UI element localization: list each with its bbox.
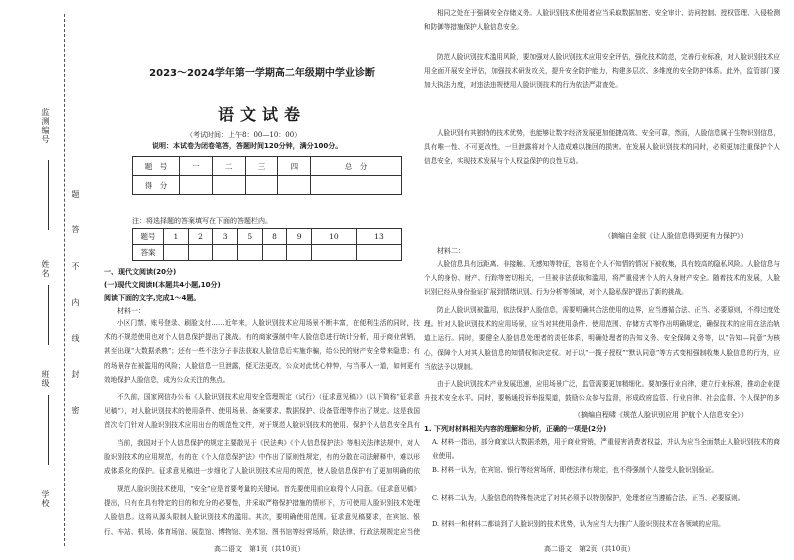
question-number: 5 bbox=[237, 229, 262, 245]
option-b[interactable]: B. 材料一认为，在宾馆、银行等经营场所，即使法律有规定，也不得强制个人接受人脸识别验证。 bbox=[432, 466, 718, 474]
score-header: 二 bbox=[212, 157, 245, 176]
seal-char: 题 bbox=[71, 190, 80, 199]
passage-paragraph: 相同之处在于强调安全存储义务。人脸识别技术使用者应当采取数据加密、安全审计、访问控制、授权管理、入侵检测和防御等措施保护人脸信息安全。 bbox=[424, 9, 780, 32]
score-header: 四 bbox=[278, 157, 311, 176]
binding-strip bbox=[0, 0, 104, 560]
subsection-heading: (一)现代文阅读Ⅰ(本题共4小题,10分) bbox=[104, 281, 221, 289]
score-cell bbox=[278, 176, 311, 195]
passage-paragraph: 小区门禁、账号登录、刷脸支付……近年来，人脸识别技术应用场景不断丰富，在便利生活的同时，技术的不规范使用也对个人信息保护提出了挑战。有的商家强制中年人脸信息进行统计分析，用于商业营销，甚至出现“大数据杀熟”；还有一些不法分子非法获取人脸信息后实施诈骗，给公民的财产安全带来隐患；有的场景存在被滥用的风险；人脸信息一旦泄露，便无法更改，公众对此忧心忡忡，与当事人一道，如何更有效地保护人脸信息，成为公众关注的焦点。 bbox=[104, 319, 420, 384]
passage-paragraph: 规范人脸识别技术使用，“安全”应是首要考量的关键词。首先要使用前应取得个人同意。《征求意见稿》提出，只有在具有特定的目的和充分的必要性，并采取严格保护措施的情形下，方可使用人脸识别技术处理人脸信息。这将从源头限制人脸识别技术的滥用。其次，要明确使用范围。征求意见稿要求，在宾馆、银行、车站、机场、体育场馆、展览馆、博物馆、美术馆、图书馆等经营场所，除法律、行政法规规定应当使 bbox=[104, 485, 420, 536]
question-number: 9 bbox=[287, 229, 312, 245]
score-header: 总 分 bbox=[311, 157, 402, 176]
score-header: 三 bbox=[245, 157, 278, 176]
answer-cell[interactable] bbox=[356, 245, 401, 261]
section-heading: 一、现代文阅读(20分) bbox=[104, 268, 177, 276]
score-header: 题 号 bbox=[133, 157, 180, 176]
left-column bbox=[104, 10, 420, 558]
class-underline bbox=[48, 395, 49, 465]
question-stem: 1. 下列对材料相关内容的理解和分析，正确的一项是(2分) bbox=[424, 425, 607, 433]
name-label: 姓名 bbox=[41, 260, 50, 278]
passage-paragraph: 不久前，国家网信办公布《人脸识别技术应用安全管理规定（试行）（征求意见稿）》（以下简称“征求意见稿”），对人脸识别技术的使用条件、使用场景、备案要求、数据保护、设备管理等作出了规定。这是我国首次专门针对人脸识别技术应用出台的规范性文件，对于规范人脸识别技术的使用、保护个人信息安全具有 bbox=[104, 393, 420, 430]
answer-instruction: 注：将选择题的答案填写在下面的答题栏内。 bbox=[132, 217, 272, 225]
answer-table bbox=[132, 228, 402, 261]
page-footer-left: 高二语文 第1页（共10页） bbox=[214, 545, 305, 553]
question-number: 3 bbox=[213, 229, 238, 245]
option-c[interactable]: C. 材料二认为，人脸信息的特殊性决定了对其必须予以特别保护，处理者应当遵循合法、正当、必要原则。 bbox=[432, 494, 745, 502]
answer-cell[interactable] bbox=[237, 245, 262, 261]
passage-paragraph: 人脸识别有其独特的技术优势，也能够让数字经济发展更加便捷高效、安全可靠，然而，人脸信息属于生物识别信息，具有唯一性、不可更改性，一旦泄露将对个人造成难以挽回的损害。在发展人脸识别技术的同时，必须更加注重保护个人信息安全，实现技术发展与个人权益保护的良性互动。 bbox=[424, 129, 780, 166]
citation: （摘编自程啸《规范人脸识别应用 护航个人信息安全》） bbox=[574, 411, 748, 419]
seal-char: 不 bbox=[71, 262, 80, 271]
seal-char: 封 bbox=[71, 370, 80, 379]
score-table bbox=[132, 156, 402, 195]
score-cell bbox=[180, 176, 213, 195]
seal-dashed-line bbox=[64, 14, 65, 546]
citation: （摘编自金叙《让人脸信息得到更有力保护》） bbox=[604, 232, 748, 240]
seal-char: 线 bbox=[71, 334, 80, 343]
answer-row-label: 答案 bbox=[133, 245, 164, 261]
class-label: 班级 bbox=[41, 370, 50, 388]
question-number: 1 bbox=[164, 229, 189, 245]
answer-row-label: 题号 bbox=[133, 229, 164, 245]
option-a[interactable]: A. 材料一指出，部分商家以大数据杀熟，用于商业营销，严重侵害消费者权益，并认为应当全面禁止人脸识别技术的商业使用。 bbox=[432, 438, 780, 461]
page-footer-right: 高二语文 第2页（共10页） bbox=[544, 545, 635, 553]
school-label: 学校 bbox=[41, 490, 50, 508]
option-d[interactable]: D. 材料一和材料二都谈到了人脸识别的技术优势，认为应当大力推广人脸识别技术在各领域的应用。 bbox=[432, 520, 725, 528]
question-number: 13 bbox=[356, 229, 401, 245]
question-number: 8 bbox=[262, 229, 287, 245]
passage-paragraph: 当前，我国对于个人信息保护的规定主要散见于《民法典》《个人信息保护法》等相关法律法规中，对人脸识别技术的应用规范，有的在《个人信息保护法》中作出了原则性规定，有的分散在司法解释中，难以形成体系化的保护。征求意见稿进一步细化了人脸识别技术应用的规范，使人脸信息保护有了更加明确的依 bbox=[104, 439, 420, 476]
score-cell bbox=[311, 176, 402, 195]
answer-cell[interactable] bbox=[164, 245, 189, 261]
material-label: 材料二： bbox=[437, 247, 465, 255]
seal-char: 内 bbox=[71, 298, 80, 307]
passage-paragraph: 防范人脸识别技术滥用风险，要加强对人脸识别技术应用安全评估，强化技术防范，完善行业标准，对人脸识别技术应用全面开展安全评估，加强技术研发攻关，提升安全防护能力，构建多层次、多维度的安全防护体系。此外，监管部门要加大执法力度，对违法违规使用人脸识别技术的行为依法严肃查处。 bbox=[424, 53, 780, 90]
answer-cell[interactable] bbox=[287, 245, 312, 261]
passage-paragraph: 防止人脸识别被滥用，依法保护人脸信息，需要明确其合法使用的边界，应当遵循合法、正当、必要原则，不得过度处理。针对人脸识别技术的应用场景，应当对其使用条件、使用范围、存储方式等作出明确规定，确保技术的应用在法治轨道上运行。同时，要健全人脸信息处理者的责任体系，明确处理者的告知义务、安全保障义务等，以“告知—同意”为核心，保障个人对其人脸信息的知情权和决定权。对于以“一揽子授权”“默认同意”等方式变相强制收集人脸信息的行为，应当依法予以规制。 bbox=[424, 306, 780, 371]
right-column bbox=[424, 6, 780, 554]
score-row-label: 得 分 bbox=[133, 176, 180, 195]
name-underline bbox=[48, 285, 49, 345]
seal-char: 密 bbox=[71, 406, 80, 415]
exam-time: （考试时间：上午8：00—10：00） bbox=[186, 131, 302, 139]
question-number: 10 bbox=[311, 229, 356, 245]
answer-cell[interactable] bbox=[188, 245, 213, 261]
exam-title: 2023～2024学年第一学期高二年级期中学业诊断 bbox=[149, 68, 375, 79]
reading-instruction: 阅读下面的文字,完成1～4题。 bbox=[104, 294, 201, 302]
passage-paragraph: 由于人脸识别技术产业发展迅速，应用场景广泛，监管需要更加精细化。要加强行业自律，建立行业标准，推动企业提升技术安全水平。同时，要畅通投诉举报渠道，鼓励公众参与监督，形成政府监管、行业自律、社会监督、个人保护的多 bbox=[424, 380, 780, 403]
answer-cell[interactable] bbox=[213, 245, 238, 261]
passage-paragraph: 人脸信息具有远距离、非接触、无感知等特征，容易在个人不知情的情况下被收集，具有较高的隐私风险。人脸信息与个人的身份、财产、行踪等密切相关，一旦被非法获取和滥用，将严重侵害个人的人身财产安全。随着技术的发展，人脸识别已经从身份验证扩展到情绪识别、行为分析等领域，对个人隐私保护提出了新的挑战。 bbox=[424, 260, 780, 297]
material-label: 材料一： bbox=[117, 307, 145, 315]
seal-char: 答 bbox=[71, 225, 80, 234]
score-header: 一 bbox=[180, 157, 213, 176]
score-cell bbox=[245, 176, 278, 195]
exam-no-underline bbox=[48, 160, 49, 230]
exam-notes: 说明：本试卷为闭卷笔答，答题时间120分钟，满分100分。 bbox=[152, 142, 343, 150]
answer-cell[interactable] bbox=[262, 245, 287, 261]
subject-title: 语文试卷 bbox=[217, 105, 306, 124]
answer-cell[interactable] bbox=[311, 245, 356, 261]
question-number: 2 bbox=[188, 229, 213, 245]
exam-no-label: 监测编号 bbox=[41, 108, 50, 144]
score-cell bbox=[212, 176, 245, 195]
